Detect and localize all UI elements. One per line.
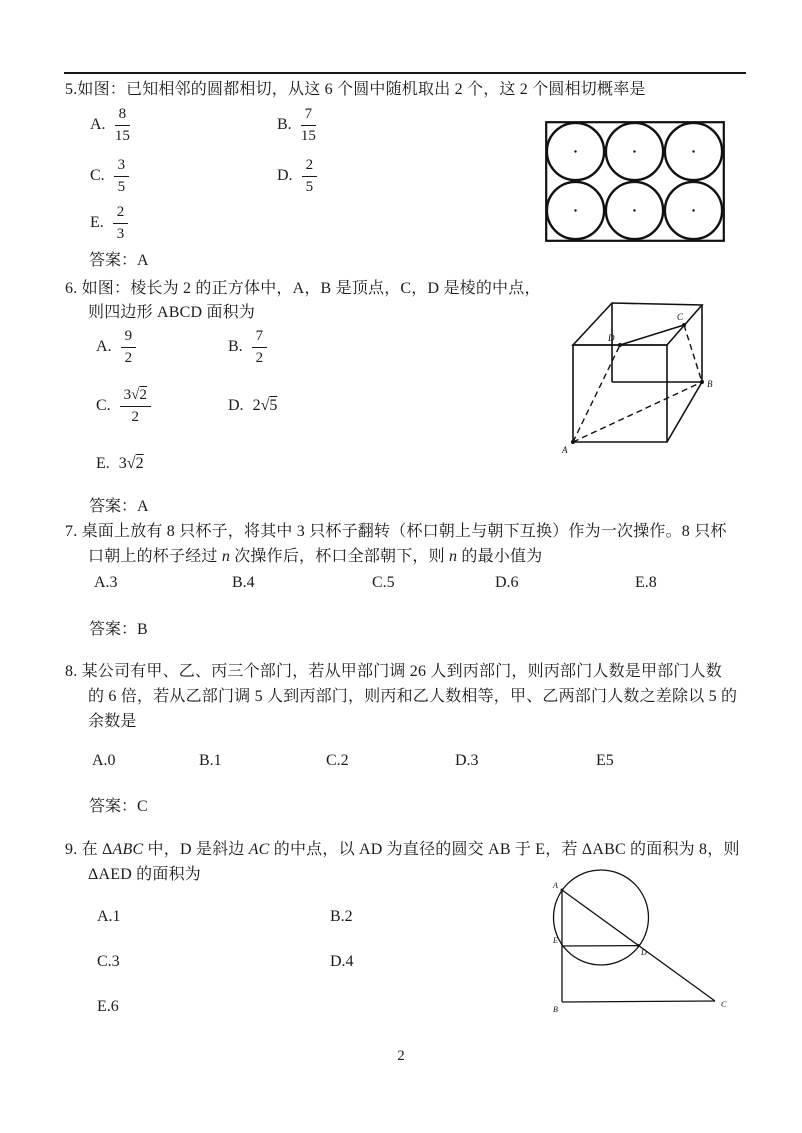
fraction: $\frac{2}{3}$	[113, 203, 129, 243]
q6-answer	[89, 493, 149, 516]
answer-value: B	[137, 621, 148, 638]
q5-option-e	[90, 201, 128, 245]
q9-option-e: E.6	[97, 998, 119, 1015]
q9-text-line1: 9. 在 ΔABC 中，D 是斜边 AC 的中点，以 AD 为直径的圆交 AB 于 E，若 ΔABC 的面积为 8，则	[65, 841, 740, 858]
fraction: $\frac{2}{5}$	[302, 156, 318, 196]
cube-label-d: D	[608, 333, 615, 343]
q9-option-c: C.3	[97, 953, 120, 970]
q9-option-d: D.4	[330, 953, 354, 970]
triangle-label-c: C	[721, 1000, 727, 1009]
q6-text-line1: 6. 如图：棱长为 2 的正方体中，A，B 是顶点，C，D 是棱的中点，	[65, 280, 541, 297]
q8-text-line3: 余数是	[88, 713, 137, 730]
q9-text-line2: ΔAED 的面积为	[88, 866, 201, 883]
q6-text-line2: 则四边形 ABCD 面积为	[88, 304, 256, 321]
cube-label-b: B	[707, 379, 713, 389]
cube-label-a: A	[562, 445, 568, 455]
option-label: B.	[228, 338, 243, 355]
fraction: $\frac{9}{2}$	[121, 327, 137, 367]
option-label: E.	[90, 214, 104, 231]
fraction: $\frac{7}{2}$	[252, 327, 268, 367]
option-label: D.	[277, 167, 293, 184]
q5-circles-diagram	[545, 121, 725, 242]
q8-text-line1: 8. 某公司有甲、乙、丙三个部门，若从甲部门调 26 人到丙部门，则丙部门人数是甲部门人数	[65, 663, 723, 680]
q6-option-d	[228, 380, 277, 432]
q8-option-e: E5	[596, 752, 614, 769]
triangle-label-d: D	[641, 948, 647, 957]
triangle-label-b: B	[553, 1005, 558, 1014]
q7-option-e: E.8	[635, 574, 657, 591]
q8-text-line2: 的 6 倍，若从乙部门调 5 人到丙部门，则丙和乙人数相等，甲、乙两部门人数之差除以 5 的	[88, 688, 738, 705]
answer-value: C	[137, 798, 148, 815]
q7-option-c: C.5	[372, 574, 395, 591]
sqrt-expression: √5	[260, 397, 278, 414]
q5-answer	[89, 247, 149, 270]
q6-option-b	[228, 325, 267, 369]
sqrt-sign: √	[260, 397, 270, 414]
q9-option-a: A.1	[97, 908, 121, 925]
q5-option-c	[90, 154, 129, 198]
q5-text: 5.如图：已知相邻的圆都相切，从这 6 个圆中随机取出 2 个，这 2 个圆相切概率是	[65, 81, 646, 98]
option-label: E.	[96, 455, 110, 472]
q6-option-c	[96, 380, 151, 432]
var-n: n	[449, 548, 458, 565]
option-label: B.	[277, 116, 292, 133]
sqrt-expression: √2	[126, 455, 144, 472]
header-rule	[64, 72, 746, 74]
answer-label: 答案：	[89, 798, 138, 815]
option-label: A.	[96, 338, 112, 355]
option-label: C.	[96, 397, 111, 414]
q5-option-b	[277, 103, 316, 147]
q9-option-b: B.2	[330, 908, 353, 925]
option-label: A.	[90, 116, 106, 133]
q7-option-b: B.4	[232, 574, 255, 591]
fraction: $\frac{3}{5}$	[114, 156, 130, 196]
triangle-label-a: A	[553, 881, 558, 890]
answer-label: 答案：	[89, 252, 138, 269]
q8-option-b: B.1	[199, 752, 222, 769]
q8-option-a: A.0	[92, 752, 116, 769]
cube-label-c: C	[677, 312, 684, 322]
option-value: 2√5	[252, 397, 278, 414]
q7-text-line2: 口朝上的杯子经过 n 次操作后，杯口全部朝下，则 n 的最小值为	[88, 548, 543, 565]
q5-option-a	[90, 103, 130, 147]
answer-label: 答案：	[89, 498, 138, 515]
option-value: 3√2	[118, 455, 144, 472]
q6-option-a	[96, 325, 136, 369]
answer-label: 答案：	[89, 621, 138, 638]
q6-option-e	[96, 452, 144, 476]
sqrt-sign: √	[126, 455, 136, 472]
fraction: $\frac{7}{15}$	[300, 106, 316, 144]
sqrt-expression: √2	[131, 387, 147, 403]
option-label: C.	[90, 167, 105, 184]
delta-sign: Δ	[102, 841, 113, 858]
q7-option-a: A.3	[94, 574, 118, 591]
q9-triangle-circle-diagram	[540, 858, 740, 1018]
q7-answer	[89, 616, 148, 639]
q6-cube-diagram	[545, 293, 745, 461]
q7-option-d: D.6	[495, 574, 519, 591]
fraction: $\frac{8}{15}$	[114, 106, 130, 144]
fraction: $\frac{3√2}{2}$	[120, 386, 151, 426]
q8-option-c: C.2	[326, 752, 349, 769]
triangle-label-e: E	[553, 936, 558, 945]
page-number: 2	[397, 1048, 405, 1064]
q8-option-d: D.3	[455, 752, 479, 769]
sqrt-sign: √	[131, 387, 140, 403]
q8-answer	[89, 793, 148, 816]
var-n: n	[221, 548, 231, 565]
q7-text-line1: 7. 桌面上放有 8 只杯子，将其中 3 只杯子翻转（杯口朝上与朝下互换）作为一次操作。8 只杯	[65, 523, 727, 540]
answer-value: A	[137, 252, 149, 269]
answer-value: A	[137, 498, 149, 515]
q5-option-d	[277, 154, 317, 198]
option-label: D.	[228, 397, 244, 414]
